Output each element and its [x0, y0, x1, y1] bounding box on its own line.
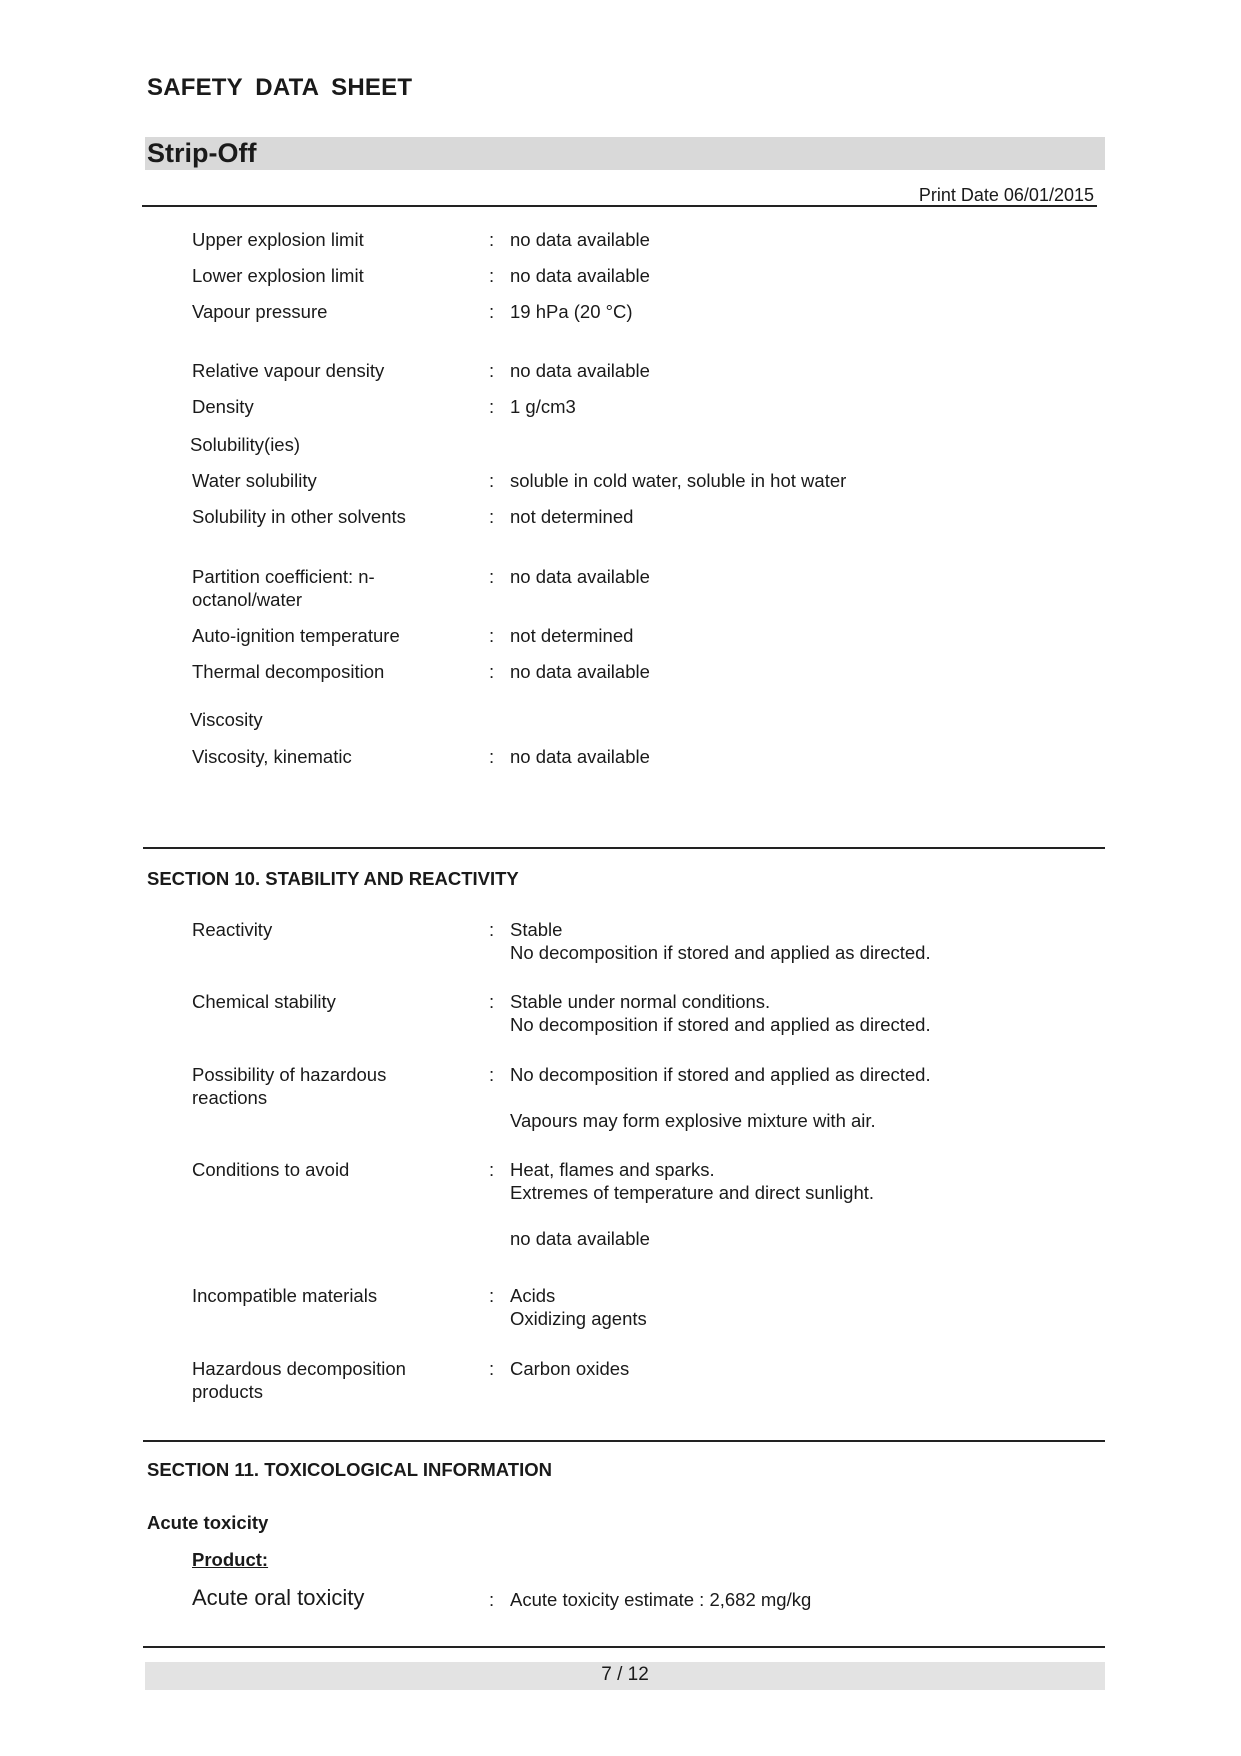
document-title: SAFETY DATA SHEET [147, 74, 413, 101]
property-value: No decomposition if stored and applied as directed. [510, 1014, 931, 1035]
separator-colon: : [489, 1064, 495, 1085]
property-label: Possibility of hazardous reactions [192, 1064, 387, 1108]
separator-colon: : [489, 229, 495, 250]
property-label: Lower explosion limit [192, 265, 364, 286]
separator-colon: : [489, 360, 495, 381]
property-value: no data available [510, 661, 650, 682]
separator-colon: : [489, 1285, 495, 1306]
separator-colon: : [489, 265, 495, 286]
separator-colon: : [489, 919, 495, 940]
property-value: Stable [510, 919, 563, 940]
section-11-title: SECTION 11. TOXICOLOGICAL INFORMATION [147, 1459, 552, 1480]
product-name-bar [145, 137, 1105, 170]
separator-colon: : [489, 1159, 495, 1180]
property-value: 1 g/cm3 [510, 396, 576, 417]
property-value: Heat, flames and sparks. [510, 1159, 715, 1180]
separator-colon: : [489, 991, 495, 1012]
section-10-title: SECTION 10. STABILITY AND REACTIVITY [147, 868, 519, 889]
section-divider [143, 847, 1105, 849]
separator-colon: : [489, 566, 495, 587]
product-name: Strip-Off [147, 138, 257, 168]
property-value: no data available [510, 229, 650, 250]
property-label: Reactivity [192, 919, 273, 940]
property-label: Upper explosion limit [192, 229, 364, 250]
property-value: Acids [510, 1285, 556, 1306]
property-value: Stable under normal conditions. [510, 991, 771, 1012]
product-label: Product: [192, 1549, 269, 1570]
header-divider [142, 205, 1097, 207]
property-label: Viscosity, kinematic [192, 746, 352, 767]
separator-colon: : [489, 470, 495, 491]
property-label: Hazardous decomposition products [192, 1358, 406, 1402]
property-label: Conditions to avoid [192, 1159, 350, 1180]
property-label: Thermal decomposition [192, 661, 385, 682]
acute-toxicity-heading: Acute toxicity [147, 1512, 269, 1533]
property-label: Incompatible materials [192, 1285, 378, 1306]
property-value: no data available [510, 1228, 650, 1249]
separator-colon: : [489, 625, 495, 646]
property-value: not determined [510, 506, 634, 527]
property-value: no data available [510, 265, 650, 286]
property-value: soluble in cold water, soluble in hot water [510, 470, 847, 491]
property-value: No decomposition if stored and applied as directed. [510, 942, 931, 963]
property-label: Viscosity [190, 709, 263, 730]
separator-colon: : [489, 1589, 495, 1610]
property-value: No decomposition if stored and applied as directed. [510, 1064, 931, 1085]
property-label: Acute oral toxicity [192, 1585, 365, 1610]
property-value: Oxidizing agents [510, 1308, 647, 1329]
property-label: Solubility in other solvents [192, 506, 406, 527]
property-value: Vapours may form explosive mixture with air. [510, 1110, 876, 1131]
property-label: Partition coefficient: n- octanol/water [192, 566, 375, 610]
separator-colon: : [489, 1358, 495, 1379]
property-value: not determined [510, 625, 634, 646]
property-label: Relative vapour density [192, 360, 385, 381]
section-divider [143, 1440, 1105, 1442]
property-value: Carbon oxides [510, 1358, 630, 1379]
property-value: no data available [510, 566, 650, 587]
page-number: 7 / 12 [601, 1664, 649, 1685]
property-value: no data available [510, 360, 650, 381]
separator-colon: : [489, 396, 495, 417]
property-value: no data available [510, 746, 650, 767]
property-label: Density [192, 396, 254, 417]
property-value: Extremes of temperature and direct sunlight. [510, 1182, 875, 1203]
property-value: Acute toxicity estimate : 2,682 mg/kg [510, 1589, 812, 1610]
property-label: Auto-ignition temperature [192, 625, 400, 646]
property-value: 19 hPa (20 °C) [510, 301, 633, 322]
property-label: Solubility(ies) [190, 434, 301, 455]
separator-colon: : [489, 746, 495, 767]
separator-colon: : [489, 506, 495, 527]
print-date: Print Date 06/01/2015 [918, 185, 1094, 205]
property-label: Water solubility [192, 470, 317, 491]
footer-divider [143, 1646, 1105, 1648]
property-label: Chemical stability [192, 991, 336, 1012]
separator-colon: : [489, 661, 495, 682]
separator-colon: : [489, 301, 495, 322]
property-label: Vapour pressure [192, 301, 328, 322]
